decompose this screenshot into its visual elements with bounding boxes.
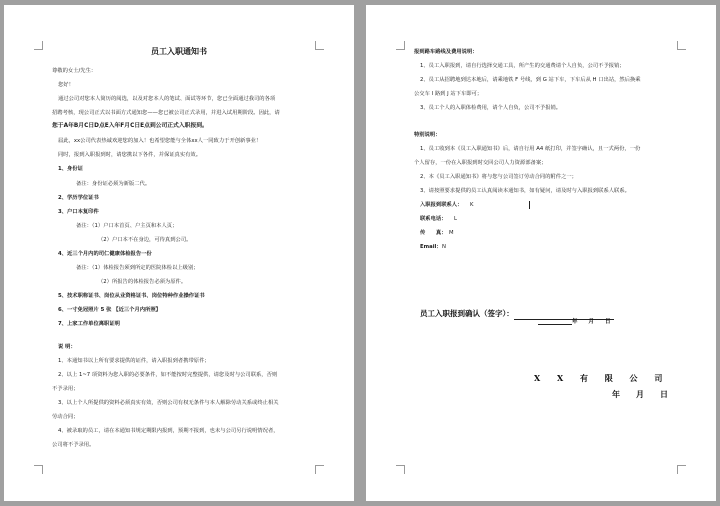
travel-3: 3、员工个人的入职体检费用，请个人自负，公司不予报销。 bbox=[420, 105, 562, 111]
item-4-note-1: 备注：（1）体检报告须到所定的医院体检以上级别； bbox=[76, 265, 199, 271]
note-1: 1、本通知书以上所有要求提供的证件，请入职报到者携带原件； bbox=[58, 358, 210, 364]
company-name: X X 有 限 公 司 bbox=[534, 373, 670, 383]
confirm-date-text: 年 月 日 bbox=[572, 319, 611, 325]
paragraph-2: 届此，xx公司代表热诚欢迎您的加入！也希望您能与全体xx人一同致力于开创新事业！ bbox=[58, 138, 262, 144]
item-1-note: 备注：身份证必须为新版二代。 bbox=[76, 181, 151, 187]
margin-corner-bottom-right bbox=[677, 465, 686, 474]
item-2: 2、学历学位证书 bbox=[58, 195, 99, 201]
contact-label: 入职报到联系人： bbox=[420, 202, 463, 208]
special-3: 3、请按照要求提供的员工认真阅读本通知书，如有疑问，请及时与入职报到联系人联系。 bbox=[420, 188, 630, 194]
note-2-line-2: 不予录用； bbox=[52, 386, 79, 392]
travel-2-line-2: 公交车 I 路到 J 站下车即可； bbox=[414, 91, 483, 97]
item-1: 1、身份证 bbox=[58, 166, 83, 172]
item-3: 3、户口本复印件 bbox=[58, 209, 99, 215]
document-page-1 bbox=[4, 5, 354, 501]
special-2: 2、本《员工入职通知书》将与您与公司签订劳动合同的附件之一； bbox=[420, 174, 577, 180]
special-title: 特别说明： bbox=[414, 132, 441, 138]
document-title: 员工入职通知书 bbox=[151, 46, 207, 56]
hello: 您好！ bbox=[58, 82, 74, 88]
margin-corner-bottom-left bbox=[396, 465, 405, 474]
note-4-line-1: 4、被录取的员工，请在本通知书规定期限内报到，预期不报到，也未与公司另行说明情况者， bbox=[58, 428, 279, 434]
fax-value: M bbox=[449, 230, 454, 236]
special-1-line-2: 个人留存，一份在入职报到时交回公司人力资源部备案； bbox=[414, 160, 547, 166]
note-4-line-2: 公司将不予录用。 bbox=[52, 442, 95, 448]
document-page-2 bbox=[366, 5, 716, 501]
fax-label: 传 真： bbox=[420, 230, 447, 236]
email-value: N bbox=[442, 244, 446, 250]
travel-1: 1、员工入职报到，请自行选择交通工具，所产生的交通费请个人自负，公司不予报销； bbox=[420, 63, 625, 69]
margin-corner-bottom-left bbox=[34, 465, 43, 474]
contact-value: K bbox=[470, 202, 474, 208]
item-7: 7、上家工作单位离职证明 bbox=[58, 321, 120, 327]
company-date: 年 月 日 bbox=[612, 389, 668, 399]
text-cursor bbox=[529, 201, 530, 209]
date-year-blank[interactable] bbox=[538, 318, 572, 325]
travel-title: 报到路车路线及费用说明： bbox=[414, 49, 478, 55]
paragraph-3: 同时，报到入职报到时，请您携以下各件，并保证真实有效。 bbox=[58, 152, 202, 158]
paragraph-1-line-1: 通过公司对您本人简历的阅选，以及对您本人的笔试、面试等环节，您已全面通过我司的各项 bbox=[58, 96, 276, 102]
margin-corner-bottom-right bbox=[315, 465, 324, 474]
item-4: 4、近三个月内的司仁健康体检报告一份 bbox=[58, 251, 152, 257]
phone-label: 联系电话： bbox=[420, 216, 447, 222]
travel-2-line-1: 2、员工从招聘地到达本地后，请乘地铁 F 号线，到 G 站下车，下车后从 H 口出站，然后换乘 bbox=[420, 77, 641, 83]
greeting: 尊敬的女士/先生： bbox=[52, 68, 97, 74]
item-3-note-1: 备注：（1）户口本首页、户主页和本人页； bbox=[76, 223, 178, 229]
item-3-note-2: （2）户口本不在身边，可待真到公司。 bbox=[98, 237, 192, 243]
special-1-line-1: 1、员工收到本《员工入职通知书》后，请自行用 A4 纸打印，并签字确认，且一式两份，一份 bbox=[420, 146, 641, 152]
paragraph-1-line-3: 您于A年B月C日D点E入年F月C日E点到公司正式入职报到。 bbox=[52, 123, 208, 129]
item-5: 5、技术职称证书、岗位从业资格证书、岗位特种作业操作证书 bbox=[58, 293, 205, 299]
note-3-line-2: 劳动合同； bbox=[52, 414, 79, 420]
email-label: Email： bbox=[420, 244, 442, 250]
note-2-line-1: 2、以上 1~7 项资料为您入职的必要条件，如不能按时完整提供，请您及时与公司联系，否则 bbox=[58, 372, 278, 378]
margin-corner-top-right bbox=[677, 41, 686, 50]
phone-value: L bbox=[454, 216, 457, 222]
notes-title: 说 明： bbox=[58, 344, 76, 350]
item-4-note-2: （2）所报告的体检报告必须为原件。 bbox=[98, 279, 187, 285]
paragraph-1-line-2: 招聘考核，现公司正式以书面方式通知您——您已被公司正式录用，并进入试用期阶段。因此，请 bbox=[52, 110, 280, 116]
confirm-date-line bbox=[538, 317, 611, 325]
margin-corner-top-left bbox=[396, 41, 405, 50]
item-6: 6、一寸免冠照片 5 张 【近三个月内所照】 bbox=[58, 307, 161, 313]
note-3-line-1: 3、以上个人所提供的资料必须真实有效，否则公司有权无条件与本人解除劳动关系或终止相关 bbox=[58, 400, 279, 406]
confirm-label: 员工入职报到确认（签字）： bbox=[420, 309, 514, 318]
